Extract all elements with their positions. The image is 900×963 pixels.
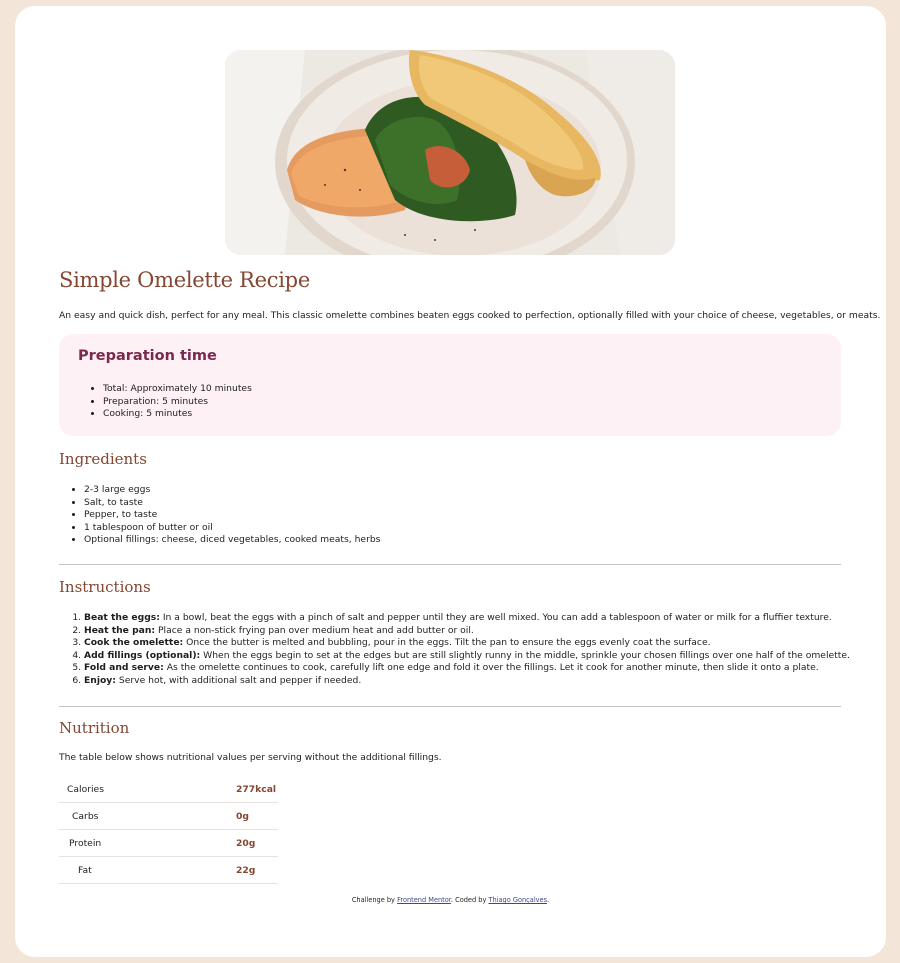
- nutrition-label: Fat: [78, 865, 92, 876]
- footer-prefix: Challenge by: [351, 896, 398, 904]
- instruction-step: [84, 650, 850, 663]
- omelette-image: [225, 50, 675, 255]
- step-title: Add fillings (optional):: [84, 649, 201, 661]
- nutrition-value: 0g: [236, 811, 249, 822]
- nutrition-table: [59, 776, 278, 884]
- instructions-list: [84, 612, 850, 687]
- list-item: • Salt, to taste: [84, 497, 380, 510]
- step-title: Cook the omelette:: [84, 637, 184, 648]
- nutrition-description: The table below shows nutritional values per serving without the additional fillings.: [59, 752, 442, 763]
- list-item: • Optional fillings: cheese, diced vegetables, cooked meats, herbs: [84, 534, 380, 547]
- instruction-step: [84, 637, 850, 650]
- list-item: • Total: Approximately 10 minutes: [103, 383, 252, 396]
- nutrition-label: Calories: [67, 784, 104, 795]
- instruction-step: [84, 612, 850, 625]
- preparation-time-box: [59, 334, 841, 436]
- nutrition-heading: Nutrition: [59, 719, 130, 737]
- step-text: In a bowl, beat the eggs with a pinch of salt and pepper until they are well mixed. You can add a tablespoon of water or milk for a fluffier texture.: [159, 612, 832, 623]
- step-title: Heat the pan:: [84, 624, 156, 636]
- attribution-footer: [15, 896, 886, 904]
- instruction-step: [84, 625, 850, 638]
- recipe-intro: An easy and quick dish, perfect for any meal. This classic omelette combines beaten eggs cooked to perfection, optionally filled with your choice of cheese, vegetables, or meats.: [59, 310, 881, 321]
- recipe-card: [15, 6, 886, 957]
- list-item: • Preparation: 5 minutes: [103, 396, 252, 409]
- divider: [59, 564, 841, 565]
- footer-middle: . Coded by: [450, 896, 489, 904]
- nutrition-label: Carbs: [72, 811, 99, 822]
- step-text: As the omelette continues to cook, carefully lift one edge and fold it over the fillings. Let it cook for another minute, then slide it onto a plate.: [163, 662, 819, 673]
- author-link[interactable]: Thiago Gonçalves: [488, 896, 548, 904]
- instructions-heading: Instructions: [59, 578, 151, 596]
- list-item: • Pepper, to taste: [84, 509, 380, 522]
- table-row: [59, 830, 278, 857]
- ingredients-list: [84, 484, 380, 547]
- footer-suffix: .: [547, 896, 550, 904]
- nutrition-label: Protein: [69, 838, 102, 849]
- ingredients-heading: Ingredients: [59, 450, 147, 468]
- list-item: • 1 tablespoon of butter or oil: [84, 522, 380, 535]
- step-text: When the eggs begin to set at the edges but are still slightly runny in the middle, sprinkle your chosen fillings over one half of the omelette.: [200, 649, 850, 661]
- preparation-heading: Preparation time: [78, 348, 217, 364]
- step-title: Enjoy:: [84, 674, 116, 686]
- list-item: • Cooking: 5 minutes: [103, 408, 252, 421]
- step-text: Serve hot, with additional salt and pepper if needed.: [115, 674, 362, 686]
- omelette-illustration: [225, 50, 675, 255]
- step-text: Once the butter is melted and bubbling, pour in the eggs. Tilt the pan to ensure the eggs evenly coat the surface.: [183, 637, 711, 648]
- step-title: Fold and serve:: [84, 662, 164, 673]
- instruction-step: [84, 675, 850, 688]
- frontend-mentor-link[interactable]: Frontend Mentor: [397, 896, 451, 904]
- nutrition-value: 277kcal: [236, 784, 277, 795]
- table-row: [59, 857, 278, 884]
- nutrition-value: 20g: [236, 838, 256, 849]
- nutrition-value: 22g: [236, 865, 256, 876]
- preparation-list: [103, 383, 252, 421]
- table-row: [59, 776, 278, 803]
- step-text: Place a non-stick frying pan over medium heat and add butter or oil.: [155, 624, 474, 636]
- step-title: Beat the eggs:: [84, 612, 160, 623]
- instruction-step: [84, 662, 850, 675]
- list-item: • 2-3 large eggs: [84, 484, 380, 497]
- page-title: Simple Omelette Recipe: [59, 268, 310, 292]
- table-row: [59, 803, 278, 830]
- divider: [59, 706, 841, 707]
